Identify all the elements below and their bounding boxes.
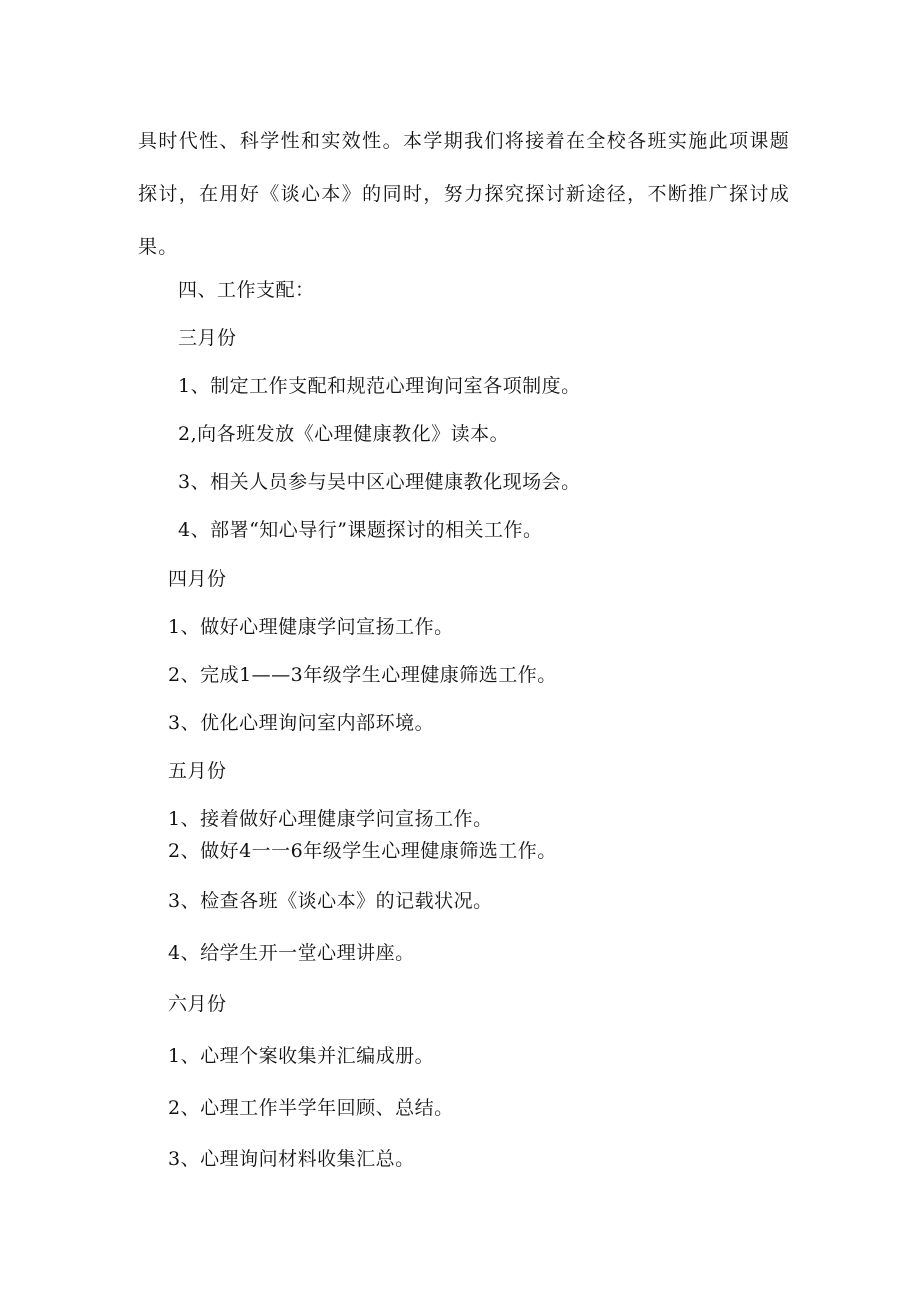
list-item: 1、心理个案收集并汇编成册。 xyxy=(168,1045,435,1067)
month-title-may: 五月份 xyxy=(168,760,227,782)
list-item: 3、检查各班《谈心本》的记载状况。 xyxy=(168,890,493,912)
list-item: 2,向各班发放《心理健康教化》读本。 xyxy=(178,423,510,445)
list-item: 2、心理工作半学年回顾、总结。 xyxy=(168,1097,454,1119)
intro-paragraph: 具时代性、科学性和实效性。本学期我们将接着在全校各班实施此项课题探讨，在用好《谈心本》的同时，努力探究探讨新途径，不断推广探讨成果。 xyxy=(138,130,790,258)
list-item: 2、做好4一一6年级学生心理健康筛选工作。 xyxy=(168,840,557,862)
section-heading: 四、工作支配： xyxy=(178,279,315,301)
month-title-march: 三月份 xyxy=(178,327,237,349)
list-item: 3、心理询问材料收集汇总。 xyxy=(168,1148,415,1170)
month-title-april: 四月份 xyxy=(168,568,227,590)
list-item: 3、优化心理询问室内部环境。 xyxy=(168,712,435,734)
list-item: 1、做好心理健康学问宣扬工作。 xyxy=(168,616,454,638)
list-item: 1、接着做好心理健康学问宣扬工作。 xyxy=(168,808,493,830)
list-item: 4、给学生开一堂心理讲座。 xyxy=(168,942,415,964)
list-item: 3、相关人员参与吴中区心理健康教化现场会。 xyxy=(178,471,581,493)
list-item: 4、部署“知心导行”课题探讨的相关工作。 xyxy=(178,519,543,541)
month-title-june: 六月份 xyxy=(168,993,227,1015)
list-item: 1、制定工作支配和规范心理询问室各项制度。 xyxy=(178,375,581,397)
list-item: 2、完成1——3年级学生心理健康筛选工作。 xyxy=(168,664,557,686)
